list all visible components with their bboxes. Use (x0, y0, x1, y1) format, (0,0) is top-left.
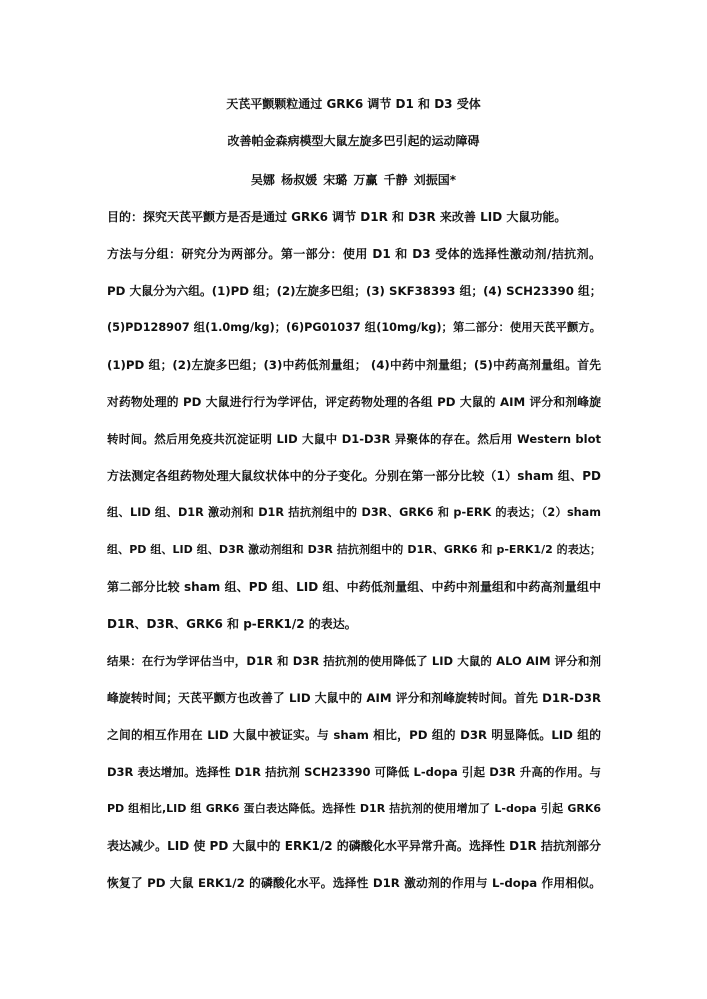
methods-line: (5)PD128907 组(1.0mg/kg)；(6)PG01037 组(10mg/kg)；第二部分：使用天芪平颤方。 (107, 321, 601, 334)
methods-line: D1R、D3R、GRK6 和 p-ERK1/2 的表达。 (107, 617, 357, 631)
methods-line: 组、LID 组、D1R 激动剂和 D1R 拮抗剂组中的 D3R、GRK6 和 p-ERK 的表达；（2）sham (107, 506, 601, 519)
results-line: 恢复了 PD 大鼠 ERK1/2 的磷酸化水平。选择性 D1R 激动剂的作用与 L-dopa 作用相似。 (107, 876, 601, 890)
methods-line: PD 大鼠分为六组。(1)PD 组；(2)左旋多巴组；(3) SKF38393 组；(4) SCH23390 组； (107, 284, 602, 298)
methods-line: 第二部分比较 sham 组、PD 组、LID 组、中药低剂量组、中药中剂量组和中药高剂量组中 (107, 580, 601, 594)
results-line: PD 组相比,LID 组 GRK6 蛋白表达降低。选择性 D1R 拮抗剂的使用增加了 L-dopa 引起 GRK6 (107, 802, 601, 815)
paper-title-line-2: 改善帕金森病模型大鼠左旋多巴引起的运动障碍 (227, 134, 480, 148)
results-line: D3R 表达增加。选择性 D1R 拮抗剂 SCH23390 可降低 L-dopa 引起 D3R 升高的作用。与 (107, 765, 601, 779)
methods-line: 对药物处理的 PD 大鼠进行行为学评估，评定药物处理的各组 PD 大鼠的 AIM 评分和剂峰旋 (107, 395, 601, 409)
results-line: 峰旋转时间；天芪平颤方也改善了 LID 大鼠中的 AIM 评分和剂峰旋转时间。首先 D1R-D3R (107, 691, 601, 705)
methods-line: (1)PD 组；(2)左旋多巴组；(3)中药低剂量组； (4)中药中剂量组；(5)中药高剂量组。首先 (107, 358, 601, 372)
results-line: 之间的相互作用在 LID 大鼠中被证实。与 sham 相比，PD 组的 D3R 明显降低。LID 组的 (107, 728, 601, 742)
results-line: 表达减少。LID 使 PD 大鼠中的 ERK1/2 的磷酸化水平异常升高。选择性 D1R 拮抗剂部分 (107, 839, 601, 853)
methods-line: 方法与分组：研究分为两部分。第一部分：使用 D1 和 D3 受体的选择性激动剂/拮抗剂。 (107, 247, 601, 261)
methods-line: 组、PD 组、LID 组、D3R 激动剂组和 D3R 拮抗剂组中的 D1R、GRK6 和 p-ERK1/2 的表达； (107, 543, 601, 556)
results-line: 结果：在行为学评估当中，D1R 和 D3R 拮抗剂的使用降低了 LID 大鼠的 ALO AIM 评分和剂 (107, 654, 601, 668)
methods-line: 转时间。然后用免疫共沉淀证明 LID 大鼠中 D1-D3R 异聚体的存在。然后用 Western blot (107, 432, 601, 446)
methods-line: 方法测定各组药物处理大鼠纹状体中的分子变化。分别在第一部分比较（1）sham 组、PD (107, 469, 601, 483)
paper-title-line-1: 天芪平颤颗粒通过 GRK6 调节 D1 和 D3 受体 (226, 97, 481, 111)
objective-paragraph: 目的：探究天芪平颤方是否是通过 GRK6 调节 D1R 和 D3R 来改善 LID 大鼠功能。 (107, 210, 567, 224)
author-list: 吴娜 杨叔媛 宋璐 万赢 千静 刘振国* (250, 173, 457, 187)
